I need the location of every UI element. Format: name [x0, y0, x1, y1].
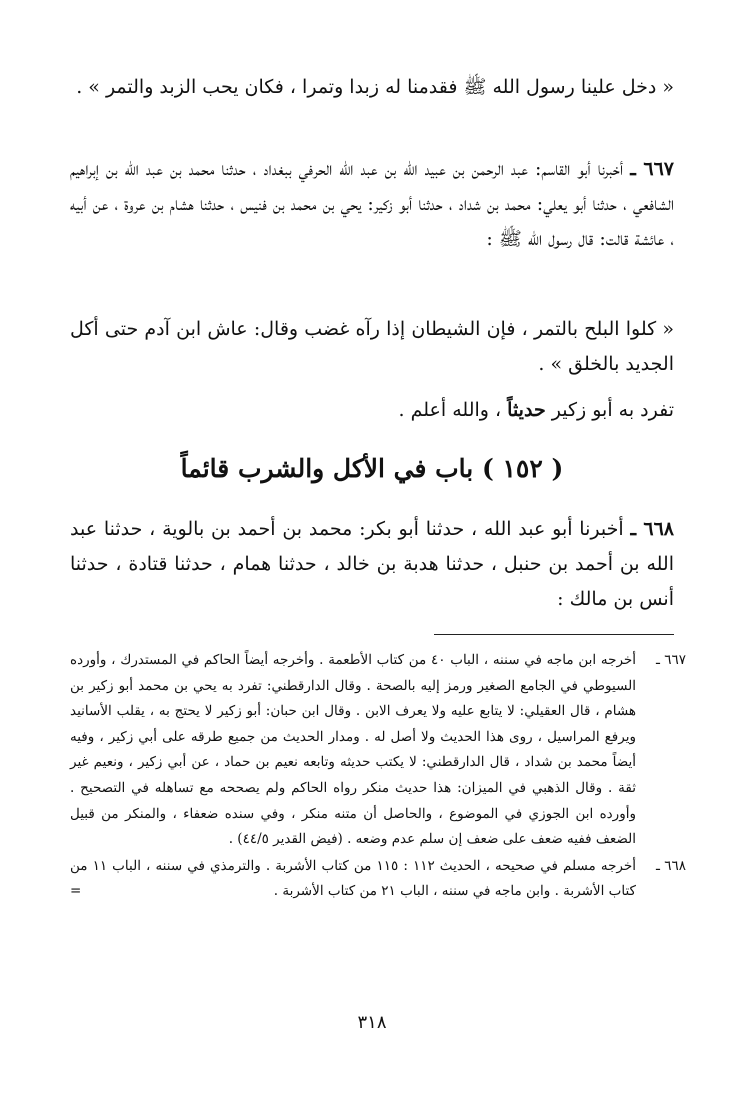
isnad-text: أخبرنا أبو القاسم: عبد الرحمن بن عبيد الله بن عبد الله الحرفي ببغداد ، حدثنا محمد بن عبد الله بن إبراهيم الشافعي ، حدثنا أبو يعلي: محمد بن شداد ، حدثنا أبو زكير: يحي بن محمد بن فنيس ، حدثنا هشام بن عروة ، عن أبيه ، عائشة قالت: قال رسول الله ﷺ : — [70, 158, 674, 250]
footnotes — [70, 648, 686, 905]
hadith-668 — [70, 512, 674, 617]
hadith-isnad — [70, 512, 674, 617]
note-emphasis: حديثاً — [507, 399, 546, 421]
footnote-text-wrap — [70, 854, 636, 905]
chapter-title: ( ١٥٢ ) باب في الأكل والشرب قائماً — [180, 454, 564, 483]
hadith-667 — [70, 152, 674, 257]
footnote-divider — [434, 634, 674, 635]
note-text: تفرد به أبو زكير — [551, 399, 674, 421]
footnote-number: ٦٦٧ ـ — [655, 652, 686, 668]
footnote-668 — [70, 854, 686, 905]
hadith-text: « دخل علينا رسول الله ﷺ فقدمنا له زبدا وتمرا ، فكان يحب الزبد والتمر » . — [76, 76, 674, 98]
hadith-667-matn — [70, 312, 674, 382]
page-number: ٣١٨ — [357, 1012, 387, 1033]
footnote-number: ٦٦٨ ـ — [655, 857, 686, 874]
book-page — [70, 0, 686, 1101]
hadith-continuation — [70, 70, 674, 105]
hadith-note — [70, 393, 674, 428]
isnad-text: أخبرنا أبو عبد الله ، حدثنا أبو بكر: محمد بن أحمد بن بالوية ، حدثنا عبد الله بن أحمد بن حنبل ، حدثنا هدبة بن خالد ، حدثنا همام ، حدثنا قتادة ، حدثنا أنس بن مالك : — [70, 518, 674, 610]
hadith-isnad — [70, 152, 674, 257]
footnote-text: أخرجه مسلم في صحيحه ، الحديث ١١٢ : ١١٥ من كتاب الأشربة . والترمذي في سننه ، الباب ١١ من كتاب الأشربة . وابن ماجه في سننه ، الباب ٢١ من كتاب الأشربة . — [70, 857, 636, 900]
note-text-end: ، والله أعلم . — [398, 399, 502, 421]
hadith-number: ٦٦٧ ـ — [630, 158, 674, 180]
footnote-667 — [70, 648, 686, 853]
hadith-matn: « كلوا البلح بالتمر ، فإن الشيطان إذا رآه غضب وقال: عاش ابن آدم حتى أكل الجديد بالخلق » . — [70, 318, 674, 375]
hadith-number: ٦٦٨ ـ — [630, 518, 674, 540]
footnote-text: أخرجه ابن ماجه في سننه ، الباب ٤٠ من كتاب الأطعمة . وأخرجه أيضاً الحاكم في المستدرك ، وأورده السيوطي في الجامع الصغير ورمز إليه بالصحة . وقال الدارقطني: تفرد به يحي بن محمد أبو زكير بن هشام ، قال العقيلي: لا يتابع عليه ولا يعرف الابن . وقال ابن حبان: أبو زكير لا يحتج به ، يقلب الأسانيد ويرفع المراسيل ، روى هذا الحديث ولا أصل له . ومدار الحديث من جميع طرقه على أبي زكير ، وفيه أيضاً محمد بن شداد ، قال الدارقطني: لا يكتب حديثه وتابعه نعيم بن حماد ، عن أبي زكير ، ونعيم غير ثقة . وقال الذهبي في الميزان: هذا حديث منكر رواه الحاكم ولم يصححه مع تساهله في التصحيح . وأورده ابن الجوزي في الموضوع ، والحاصل أن متنه منكر ، وفي سنده ضعفاء ، والمنكر من قبيل الضعف ففيه ضعف على ضعف إن سلم عدم وضعه . (فيض القدير ٤٤/٥) . — [70, 652, 636, 848]
hadith-667-note — [70, 393, 674, 428]
continuation-mark: = — [70, 883, 82, 900]
